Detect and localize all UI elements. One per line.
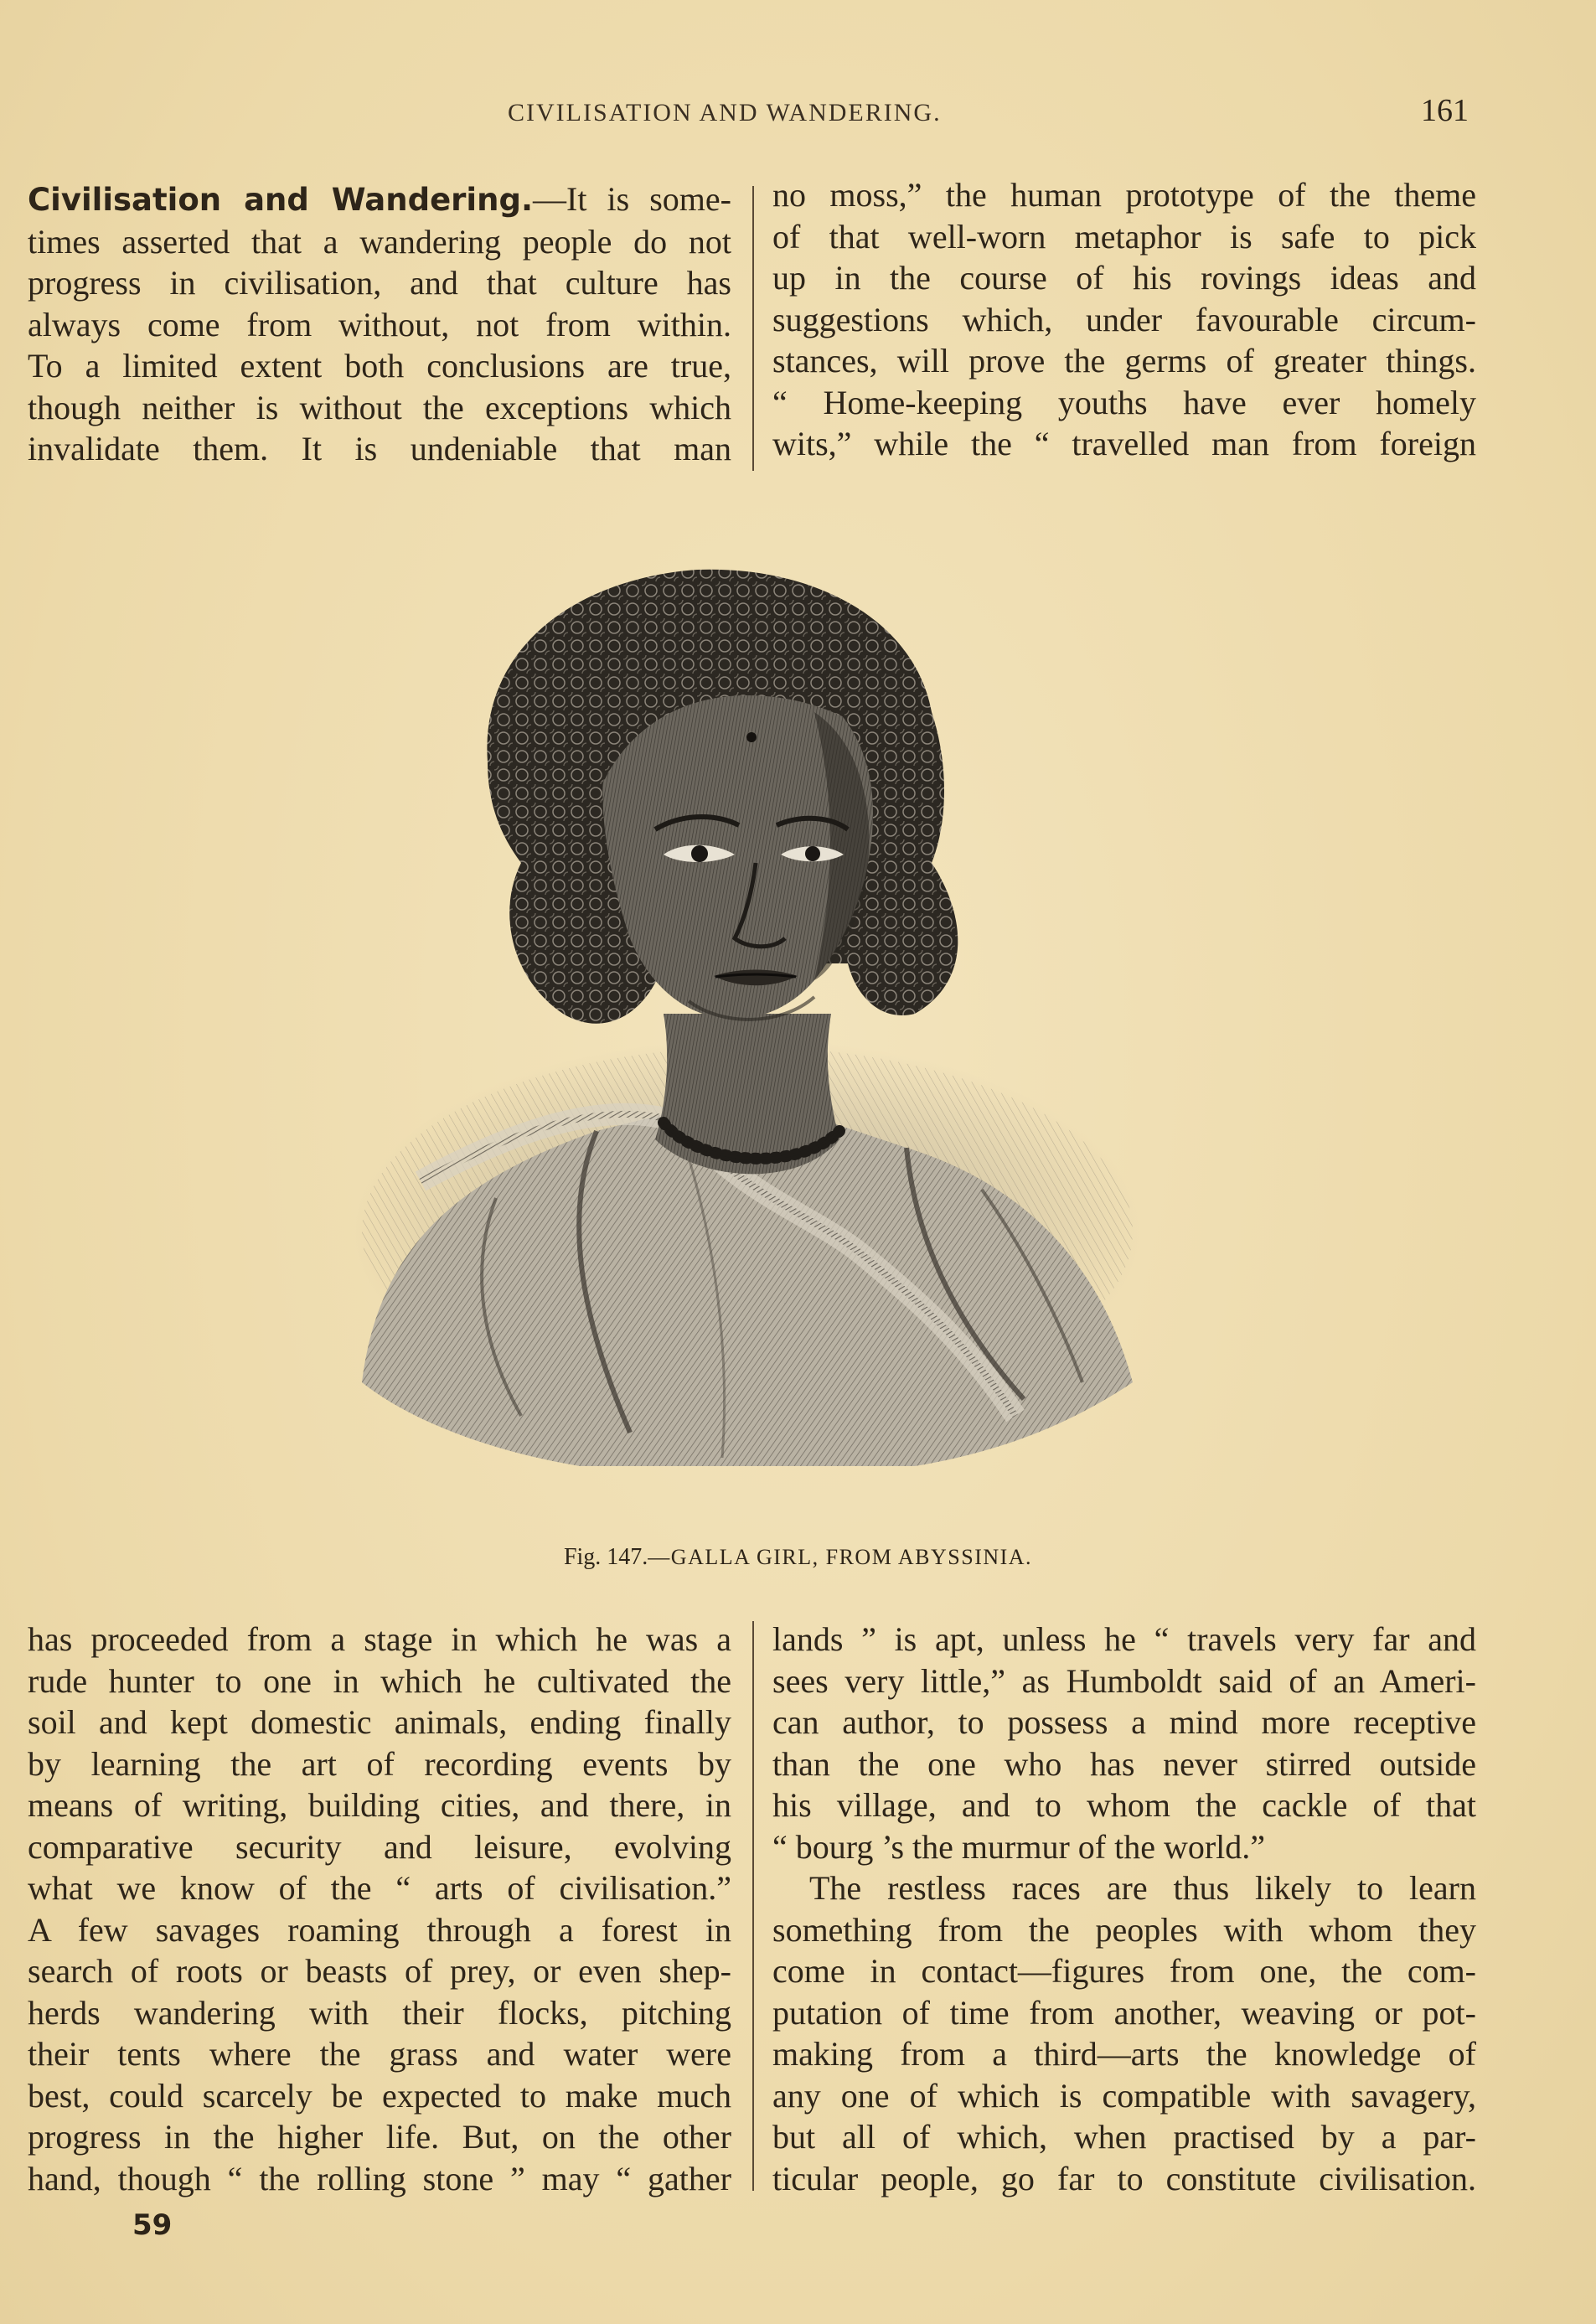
- top-right-column: [772, 174, 1476, 465]
- text-line: invalidate them. It is undeniable that man: [28, 430, 731, 467]
- text-line: soil and kept domestic animals, ending finally: [28, 1703, 731, 1741]
- section-run-in-heading: Civilisation and Wandering.: [28, 182, 533, 218]
- figure-caption-text: —GALLA GIRL, FROM ABYSSINIA.: [648, 1545, 1033, 1569]
- text-line: can author, to possess a mind more receptive: [772, 1703, 1476, 1741]
- signature-mark: 59: [132, 2208, 173, 2242]
- text-line: rude hunter to one in which he cultivated the: [28, 1661, 731, 1700]
- text-line: making from a third—arts the knowledge of: [772, 2035, 1476, 2073]
- text-line: putation of time from another, weaving or pot-: [772, 1993, 1476, 2032]
- text-line: his village, and to whom the cackle of that: [772, 1786, 1476, 1824]
- text-line: wits,” while the “ travelled man from foreign: [772, 425, 1476, 462]
- text-line: “ Home-keeping youths have ever homely: [772, 383, 1476, 421]
- text-line: progress in the higher life. But, on the other: [28, 2118, 731, 2156]
- figure-label: Fig. 147.: [563, 1544, 648, 1570]
- text-line: —It is some-: [533, 180, 731, 218]
- text-line: up in the course of his rovings ideas and: [772, 259, 1476, 297]
- text-line: herds wandering with their flocks, pitching: [28, 1993, 731, 2032]
- text-line: ticular people, go far to constitute civilisation.: [772, 2159, 1476, 2197]
- text-line: no moss,” the human prototype of the theme: [772, 176, 1476, 214]
- column-rule: [752, 186, 754, 471]
- text-line: A few savages roaming through a forest in: [28, 1910, 731, 1949]
- text-line: lands ” is apt, unless he “ travels very far and: [772, 1620, 1476, 1658]
- column-rule: [752, 1621, 754, 2191]
- text-line: but all of which, when practised by a par-: [772, 2118, 1476, 2156]
- text-line: stances, will prove the germs of greater things.: [772, 342, 1476, 380]
- text-line: something from the peoples with whom they: [772, 1910, 1476, 1949]
- text-line: progress in civilisation, and that culture has: [28, 264, 731, 302]
- text-line: “ bourg ’s the murmur of the world.”: [772, 1827, 1266, 1866]
- text-line: search of roots or beasts of prey, or even shep-: [28, 1952, 731, 1990]
- engraving-illustration: [328, 545, 1166, 1500]
- top-left-column: [28, 178, 731, 470]
- text-line: by learning the art of recording events by: [28, 1744, 731, 1783]
- bottom-left-column: [28, 1619, 731, 2199]
- page-number: 161: [1421, 93, 1469, 128]
- text-line: has proceeded from a stage in which he was a: [28, 1620, 731, 1658]
- text-line: than the one who has never stirred outside: [772, 1744, 1476, 1783]
- text-line: come in contact—figures from one, the com-: [772, 1952, 1476, 1990]
- text-line: comparative security and leisure, evolving: [28, 1827, 731, 1866]
- text-line: sees very little,” as Humboldt said of an Ameri-: [772, 1661, 1476, 1700]
- figure-caption: [0, 1544, 1596, 1571]
- text-line: of that well-worn metaphor is safe to pick: [772, 217, 1476, 256]
- text-line: what we know of the “ arts of civilisation.”: [28, 1869, 731, 1907]
- text-line: though neither is without the exceptions which: [28, 388, 731, 426]
- text-line: means of writing, building cities, and there, in: [28, 1786, 731, 1824]
- text-line: their tents where the grass and water were: [28, 2035, 731, 2073]
- text-line: times asserted that a wandering people do not: [28, 222, 731, 261]
- running-head-title: CIVILISATION AND WANDERING.: [508, 99, 942, 127]
- bottom-right-column: [772, 1619, 1476, 2199]
- text-line: suggestions which, under favourable circum-: [772, 300, 1476, 338]
- text-line: best, could scarcely be expected to make much: [28, 2076, 731, 2115]
- text-line: To a limited extent both conclusions are true,: [28, 347, 731, 385]
- text-line: hand, though “ the rolling stone ” may “ gather: [28, 2159, 731, 2197]
- text-line: The restless races are thus likely to learn: [809, 1869, 1476, 1907]
- text-line: always come from without, not from within.: [28, 305, 731, 343]
- text-line: any one of which is compatible with savagery,: [772, 2076, 1476, 2115]
